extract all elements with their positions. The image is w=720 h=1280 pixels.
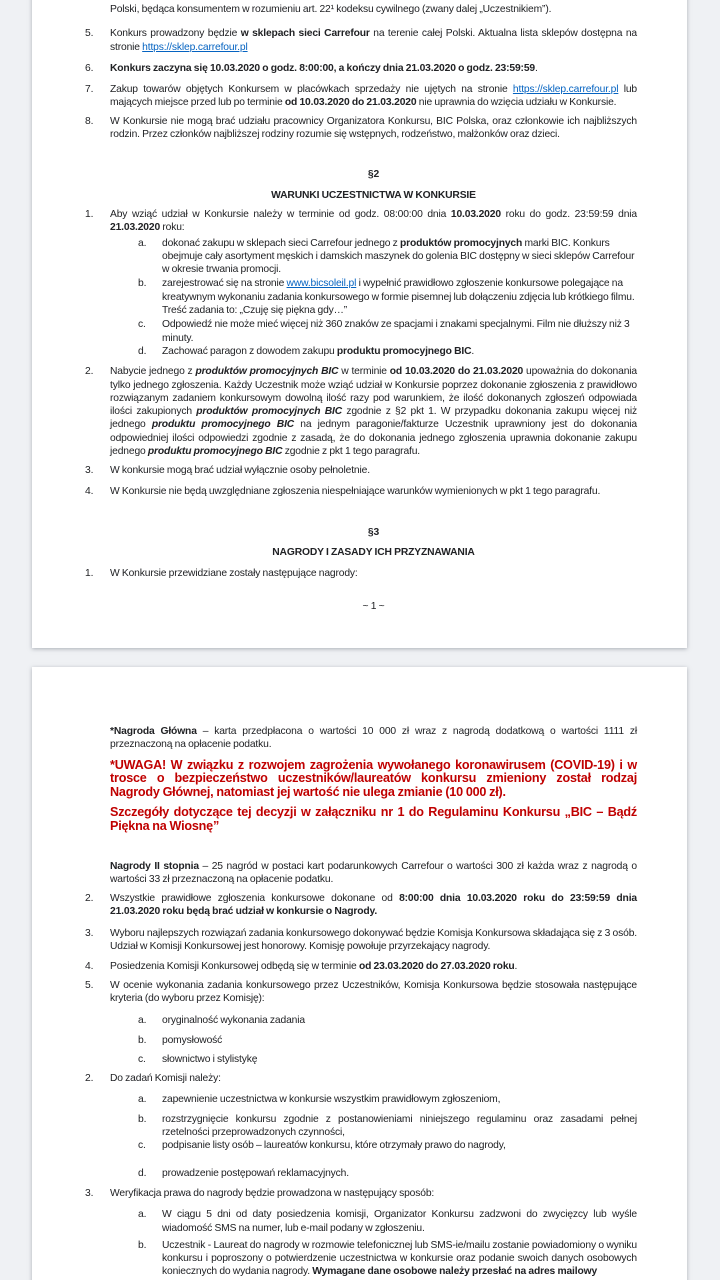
list-marker: 7. xyxy=(85,84,94,96)
list-marker: 8. xyxy=(85,115,94,127)
text-segment: produktu promocyjnego BIC xyxy=(336,345,472,357)
page-1-content xyxy=(32,3,687,613)
list-marker: 1. xyxy=(85,208,94,220)
text-segment: 21.03.2020 xyxy=(110,222,161,234)
text-segment: Konkurs zaczyna się 10.03.2020 o godz. 8:00:00, a kończy dnia 21.03.2020 o godz. 23:59:59 xyxy=(110,62,535,74)
list-marker: 5. xyxy=(85,28,94,40)
list-item xyxy=(85,485,637,498)
text-segment: Wymagane dane osobowe należy przesłać na adres mailowy xyxy=(312,1266,598,1278)
list-marker: 5. xyxy=(85,979,94,991)
text-segment: Szczegóły dotyczące tej decyzji w załączniku nr 1 do Regulaminu Konkursu „BIC – Bądź Piękna na Wiosnę” xyxy=(110,804,637,833)
list-marker: 4. xyxy=(85,961,94,973)
section-heading xyxy=(110,168,637,181)
text-segment: produktu promocyjnego BIC xyxy=(147,446,283,458)
list-marker: 3. xyxy=(85,927,94,939)
sub-list-item xyxy=(138,1014,637,1027)
hyperlink[interactable]: www.bicsoleil.pl xyxy=(286,278,357,290)
text-segment: marki BIC. Konkurs obejmuje cały asortyment męskich i damskich maszynek do golenia BIC dostępny w sieci sklepów Carrefour w okresie trwania promocji. xyxy=(162,237,635,276)
paragraph xyxy=(110,860,637,887)
text-segment: Wszystkie prawidłowe zgłoszenia konkursowe dokonane od xyxy=(110,893,400,905)
sub-list-item xyxy=(138,237,637,277)
list-marker: c. xyxy=(138,1053,146,1065)
text-segment: Polski, będąca konsumentem w rozumieniu art. 22¹ kodeksu cywilnego (zwany dalej „Uczestnikiem”). xyxy=(110,4,552,15)
sub-list-item xyxy=(138,318,637,345)
list-marker: b. xyxy=(138,1239,147,1251)
text-segment: prowadzenie postępowań reklamacyjnych. xyxy=(162,1167,349,1179)
text-segment: Aby wziąć udział w Konkursie należy w terminie od godz. 08:00:00 dnia xyxy=(110,208,451,220)
text-segment: produktów promocyjnych xyxy=(399,237,523,249)
list-marker: a. xyxy=(138,1094,147,1106)
text-segment: Zakup towarów objętych Konkursem w placówkach sprzedaży nie ujętych na stronie xyxy=(110,84,513,96)
text-segment: W Konkursie nie mogą brać udziału pracownicy Organizatora Konkursu, BIC Polska, oraz członkowie ich najbliższych rodzin. Przez członków najbliższej rodziny rozumie się wstępnych, rodzeństwo, małżonków oraz dzieci. xyxy=(110,115,637,141)
page-number xyxy=(110,600,637,613)
list-marker: 2. xyxy=(85,1073,94,1085)
list-item xyxy=(85,62,637,75)
text-segment: – 25 nagród w postaci kart podarunkowych Carrefour o wartości 300 zł każda wraz z nagrodą o wartości 33 zł przeznaczoną na opłacenie podatku. xyxy=(110,860,638,885)
sub-list-item xyxy=(138,1208,637,1235)
text-segment: produktów promocyjnych BIC xyxy=(196,406,343,418)
sub-list-item xyxy=(138,1034,637,1047)
text-segment: 10.03.2020 xyxy=(450,208,501,220)
paragraph xyxy=(110,725,637,752)
paragraph-continuation xyxy=(110,3,637,16)
section-heading xyxy=(110,526,637,539)
text-segment: roku: xyxy=(160,222,185,234)
sub-list-item xyxy=(138,1053,637,1066)
text-segment: i wypełnić prawidłowo zgłoszenie konkursowe polegające na kreatywnym wykonaniu zadania konkursowego w formie pisemnej lub dołączeniu zdjęcia lub krótkiego filmu. Treść zadania to: „Czuję się piękna gdy…” xyxy=(162,278,635,317)
text-segment: – karta przedpłacona o wartości 10 000 zł wraz z nagrodą dodatkową o wartości 1111 zł przeznaczoną na opłacenie podatku. xyxy=(110,726,638,751)
hyperlink[interactable]: https://sklep.carrefour.pl xyxy=(512,84,619,96)
text-segment: Uczestnik - Laureat do nagrody w rozmowie telefonicznej lub SMS-ie/mailu zostanie powiadomiony o wyniku konkursu i poproszony o potwierdzenie uczestnictwa w konkursie oraz podanie swoich danych osobowych koniecznych do wydania nagrody. xyxy=(162,1239,637,1278)
text-segment: Weryfikacja prawa do nagrody będzie prowadzona w następujący sposób: xyxy=(110,1187,435,1199)
text-segment: w terminie xyxy=(338,366,390,378)
page-2 xyxy=(32,667,687,1280)
list-item xyxy=(85,892,637,919)
text-segment: produktów promocyjnych BIC xyxy=(195,366,339,378)
list-marker: c. xyxy=(138,1140,146,1152)
page-2-content xyxy=(32,725,687,1279)
text-segment: §3 xyxy=(367,526,380,538)
text-segment: dokonać zakupu w sklepach sieci Carrefour jednego z xyxy=(162,237,400,249)
list-marker: 2. xyxy=(85,893,94,905)
red-notice xyxy=(110,806,637,834)
section-heading xyxy=(110,546,637,559)
text-segment: Do zadań Komisji należy: xyxy=(110,1073,221,1085)
page-1 xyxy=(32,0,687,648)
sub-list-item xyxy=(138,277,637,317)
text-segment: zapewnienie uczestnictwa w konkursie wszystkim prawidłowym zgłoszeniom, xyxy=(162,1094,501,1106)
list-marker: 6. xyxy=(85,62,94,74)
text-segment: zgodnie z §2 pkt 1. W przypadku dokonania zakupu więcej niż jednego xyxy=(110,406,637,431)
text-segment: NAGRODY I ZASADY ICH PRZYZNAWANIA xyxy=(272,547,475,559)
text-segment: od 10.03.2020 do 21.03.2020 xyxy=(284,97,417,109)
list-marker: b. xyxy=(138,1034,147,1046)
text-segment: produktu promocyjnego BIC xyxy=(151,419,295,431)
text-segment: od 23.03.2020 do 27.03.2020 roku xyxy=(358,961,515,973)
text-segment: Konkurs prowadzony będzie xyxy=(110,28,241,40)
text-segment: nie uprawnia do wzięcia udziału w Konkursie. xyxy=(416,97,617,109)
text-segment: w sklepach sieci Carrefour xyxy=(240,28,370,40)
text-segment: ~ 1 ~ xyxy=(362,600,385,612)
sub-list-item xyxy=(138,345,637,358)
list-item xyxy=(85,208,637,235)
list-marker: 1. xyxy=(85,567,94,579)
text-segment: lub mających miejsce przed lub po terminie xyxy=(110,84,637,109)
text-segment: W Konkursie nie będą uwzględniane zgłoszenia niespełniające warunków wymienionych w pkt 1 tego paragrafu. xyxy=(110,485,601,497)
text-segment: podpisanie listy osób – laureatów konkursu, które otrzymały prawo do nagrody, xyxy=(162,1140,506,1152)
text-segment: roku do godz. 23:59:59 dnia xyxy=(500,208,637,220)
red-notice xyxy=(110,759,637,800)
text-segment: upoważnia do dokonania tylko jednego zgłoszenia. Każdy Uczestnik może wziąć udział w Konkursie poprzez dokonanie zgłoszenia z prawidłowo rozwiązanym zadaniem konkursowym dowolną ilość razy pod warunkiem, że ilość dokonanych zgłoszeń odpowiada ilości zakupionych xyxy=(110,366,638,418)
list-item xyxy=(85,927,637,954)
text-segment: od 10.03.2020 do 21.03.2020 xyxy=(389,366,524,378)
hyperlink[interactable]: https://sklep.carrefour.pl xyxy=(142,41,248,53)
text-segment: zgodnie z pkt 1 tego paragrafu. xyxy=(282,446,421,458)
text-segment: słownictwo i stylistykę xyxy=(162,1053,258,1065)
list-marker: b. xyxy=(138,1113,147,1125)
list-marker: c. xyxy=(138,319,146,331)
list-item xyxy=(85,365,638,458)
text-segment: Zachować paragon z dowodem zakupu xyxy=(162,345,337,357)
text-segment: Nagrody II stopnia xyxy=(110,860,199,872)
list-marker: a. xyxy=(138,237,147,249)
text-segment: Posiedzenia Komisji Konkursowej odbędą się w terminie xyxy=(110,961,359,973)
list-item xyxy=(85,960,637,973)
text-segment: na terenie całej Polski. Aktualna lista sklepów dostępna na stronie xyxy=(110,28,637,53)
text-segment: rozstrzygnięcie konkursu zgodnie z postanowieniami niniejszego regulaminu oraz zasadami pełnej rzetelności przeprowadzonych czynności, xyxy=(162,1113,637,1139)
text-segment: Nabycie jednego z xyxy=(110,366,196,378)
text-segment: Wyboru najlepszych rozwiązań zadania konkursowego dokonywać będzie Komisja Konkursowa składająca się z 3 osób. Udział w Komisji Konkursowej jest honorowy. Komisję powołuje przyrzekający nagrody. xyxy=(110,927,637,953)
text-segment: zarejestrować się na stronie xyxy=(162,278,287,290)
sub-list-item xyxy=(138,1093,637,1106)
text-segment: . xyxy=(535,62,538,74)
text-segment: *Nagroda Główna xyxy=(110,726,197,737)
list-item xyxy=(85,27,637,54)
text-segment: W Konkursie przewidziane zostały następujące nagrody: xyxy=(110,567,358,579)
list-item xyxy=(85,1072,637,1085)
list-marker: 4. xyxy=(85,485,94,497)
text-segment: oryginalność wykonania zadania xyxy=(162,1015,305,1027)
text-segment: W konkursie mogą brać udział wyłącznie osoby pełnoletnie. xyxy=(110,465,370,477)
list-item xyxy=(85,464,637,477)
list-item xyxy=(85,83,637,110)
sub-list-item xyxy=(138,1167,637,1180)
list-marker: d. xyxy=(138,345,147,357)
sub-list-item xyxy=(138,1113,637,1140)
text-segment: *UWAGA! W związku z rozwojem zagrożenia wywołanego koronawirusem (COVID-19) i w trosce o bezpieczeństwo uczestników/laureatów konkursu zmieniony został rodzaj Nagrody Głównej, natomiast jej wartość nie ulega zmianie (10 000 zł). xyxy=(110,757,637,800)
text-segment: pomysłowość xyxy=(162,1034,223,1046)
section-heading xyxy=(110,189,637,202)
text-segment: na jednym paragonie/fakturze Uczestnik uprawniony jest do dokonania odpowiedniej ilości odpowiedzi zgodnie z zasadą, że do dokonania jednego zgłoszenia uprawnia dokonanie zakupu jednego xyxy=(110,419,637,458)
list-item xyxy=(85,115,637,142)
list-marker: 3. xyxy=(85,465,94,477)
list-item xyxy=(85,979,637,1006)
sub-list-item xyxy=(138,1139,637,1152)
list-marker: 2. xyxy=(85,366,94,378)
text-segment: W ocenie wykonania zadania konkursowego przez Uczestników, Komisja Konkursowa będzie stosowała następujące kryteria (do wyboru przez Komisję): xyxy=(110,979,637,1004)
sub-list-item xyxy=(138,1239,637,1279)
list-marker: a. xyxy=(138,1209,147,1221)
text-segment: §2 xyxy=(367,169,380,181)
list-marker: b. xyxy=(138,278,147,290)
text-segment: WARUNKI UCZESTNICTWA W KONKURSIE xyxy=(271,189,476,201)
list-marker: d. xyxy=(138,1167,147,1179)
list-marker: a. xyxy=(138,1015,147,1027)
text-segment: W ciągu 5 dni od daty posiedzenia komisji, Organizator Konkursu zadzwoni do zwycięzcy lub wyśle wiadomość SMS na numer, lub e-mail podany w zgłoszeniu. xyxy=(162,1209,637,1234)
text-segment: . xyxy=(514,961,518,973)
list-item xyxy=(85,1187,637,1200)
list-item xyxy=(85,567,637,580)
text-segment: Odpowiedź nie może mieć więcej niż 360 znaków ze spacjami i znakami specjalnymi. Film nie dłuższy niż 3 minuty. xyxy=(162,319,630,344)
list-marker: 3. xyxy=(85,1187,94,1199)
text-segment: . xyxy=(471,345,475,357)
text-segment: 8:00:00 dnia 10.03.2020 roku do 23:59:59 dnia 21.03.2020 roku będą brać udział w konkursie o Nagrody. xyxy=(110,893,637,918)
